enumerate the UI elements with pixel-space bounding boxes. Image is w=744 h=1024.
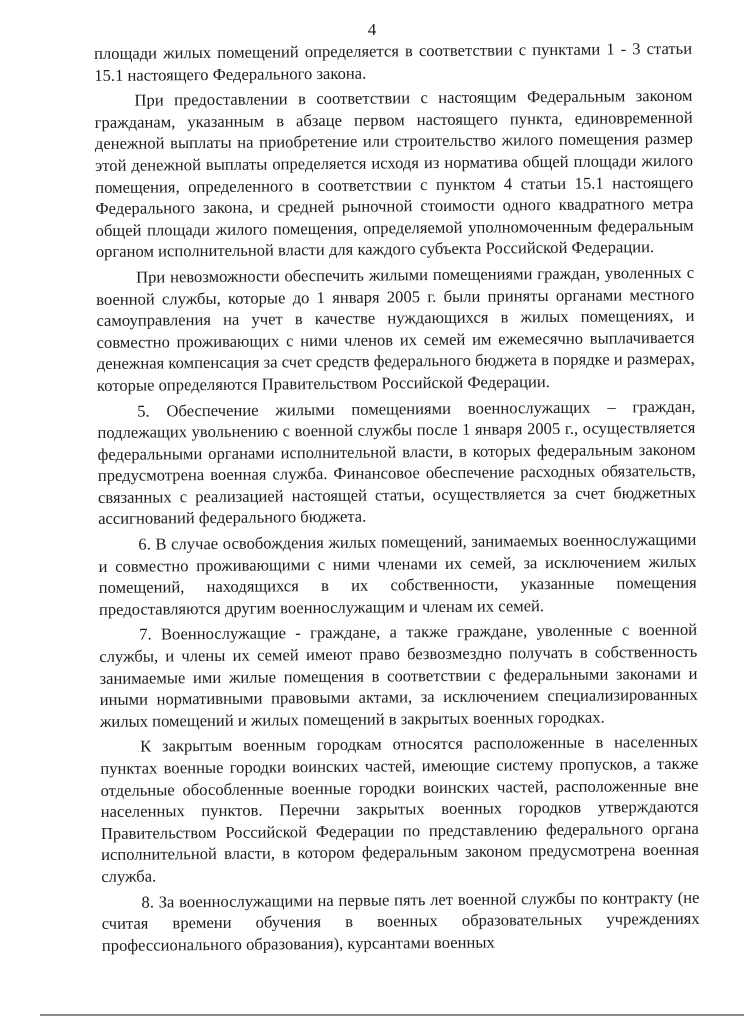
scan-edge-divider — [40, 1014, 744, 1016]
paragraph-lump-sum-payment: При предоставлении в соответствии с настоящим Федеральным законом гражданам, указанным в абзаце первом настоящего пункта, единовременной денежной выплаты на приобретение или строительство жилого помещения размер этой денежной выплаты определяется исходя из норматива общей площади жилого помещения, определенного в соответствии с пунктом 4 статьи 15.1 настоящего Федерального закона, и средней рыночной стоимости одного квадратного метра общей площади жилого помещения, определяемой уполномоченным федеральным органом исполнительной власти для каждого субъекта Российской Федерации. — [94, 85, 694, 262]
paragraph-item-6: 6. В случае освобождения жилых помещений, занимаемых военнослужащими и совместно проживающими с ними членами их семей, за исключением жилых помещений, находящихся в их собственности, указанные помещения предоставляются другим военнослужащим и членам их семей. — [98, 529, 697, 619]
page-number: 4 — [367, 20, 377, 39]
document-body — [94, 38, 700, 961]
paragraph-continuation: площади жилых помещений определяется в соответствии с пунктами 1 - 3 статьи 15.1 настоящего Федерального закона. — [94, 38, 693, 85]
paragraph-item-8: 8. За военнослужащими на первые пять лет военной службы по контракту (не считая времени обучения в военных образовательных учреждениях профессионального образования), курсантами военных — [101, 887, 700, 955]
paragraph-item-7: 7. Военнослужащие - граждане, а также граждане, уволенные с военной службы, и члены их семей имеют право безвозмездно получать в собственность занимаемые ими жилые помещения в соответствии с федеральными законами и иными нормативными правовыми актами, за исключением специализированных жилых помещений и жилых помещений в закрытых военных городках. — [99, 620, 698, 731]
paragraph-monetary-compensation: При невозможности обеспечить жилыми помещениями граждан, уволенных с военной службы, которые до 1 января 2005 г. были приняты органами местного самоуправления на учет в качестве нуждающихся в жилых помещениях, и совместно проживающих с ними членов их семей им ежемесячно выплачивается денежная компенсация за счет средств федерального бюджета в порядке и размерах, которые определяются Правительством Российской Федерации. — [96, 262, 695, 395]
paragraph-closed-military-towns: К закрытым военным городкам относятся расположенные в населенных пунктах военные городки воинских частей, имеющие систему пропусков, а также отдельные обособленные военные городки воинских частей, расположенные вне населенных пунктов. Перечни закрытых военных городков утверждаются Правительством Российской Федерации по представлению федерального органа исполнительной власти, в котором федеральным законом предусмотрена военная служба. — [100, 732, 700, 886]
paragraph-item-5: 5. Обеспечение жилыми помещениями военнослужащих – граждан, подлежащих увольнению с военной службы после 1 января 2005 г., осуществляется федеральными органами исполнительной власти, в которых федеральным законом предусмотрена военная служба. Финансовое обеспечение расходных обязательств, связанных с реализацией настоящей статьи, осуществляется за счет бюджетных ассигнований федерального бюджета. — [97, 396, 697, 529]
